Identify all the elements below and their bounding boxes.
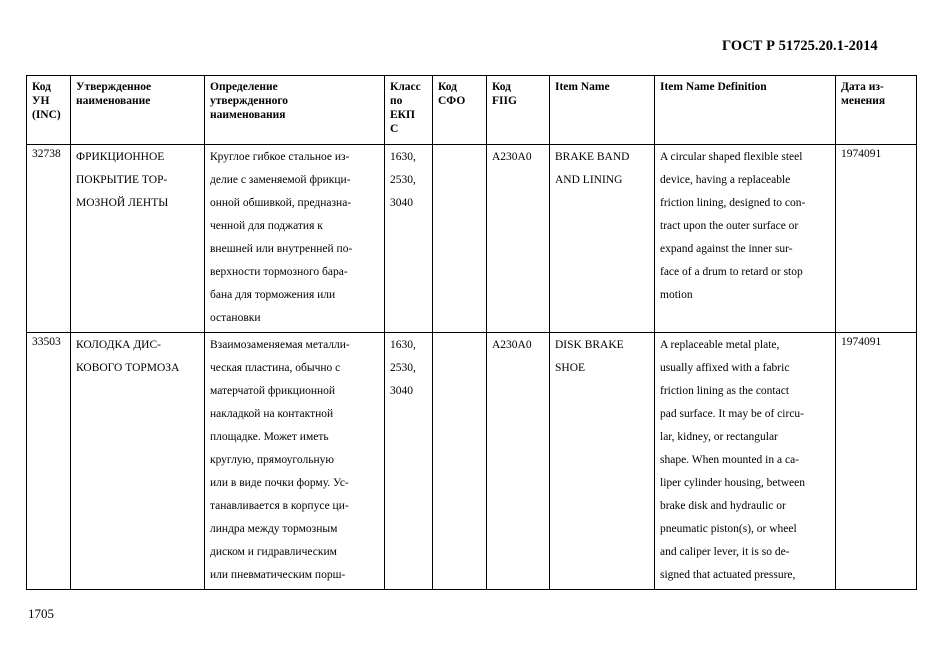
table-row (27, 333, 917, 590)
item-name-cell: BRAKE BAND AND LINING (550, 145, 655, 333)
definition-ru-cell: Взаимозаменяемая металли- ческая пластина, обычно с матерчатой фрикционной накладкой на контактной площадке. Может иметь круглую, прямоугольную или в виде почки форму. Ус- танавливается в корпусе ци- линдра между тормозным диском и гидравлическим или пневматическим порш- (205, 333, 385, 590)
col-header-item-name-definition: Item Name Definition (655, 76, 836, 145)
col-header-class: Класс по ЕКП С (385, 76, 433, 145)
definition-en-cell: A replaceable metal plate, usually affixed with a fabric friction lining as the contact pad surface. It may be of circu- lar, kidney, or rectangular shape. When mounted in a ca- liper cylinder housing, between brake disk and hydraulic or pneumatic piston(s), or wheel and caliper lever, it is so de- signed that actuated pressure, (655, 333, 836, 590)
approved-name-cell: КОЛОДКА ДИС- КОВОГО ТОРМОЗА (71, 333, 205, 590)
definition-ru-cell: Круглое гибкое стальное из- делие с заменяемой фрикци- онной обшивкой, предназна- ченной для поджатия к внешней или внутренней по- верхности тормозного бара- бана для торможения или остановки (205, 145, 385, 333)
fiig-cell: A230A0 (487, 333, 550, 590)
col-header-sfo: Код СФО (433, 76, 487, 145)
sfo-cell (433, 333, 487, 590)
class-cell: 1630, 2530, 3040 (385, 333, 433, 590)
sfo-cell (433, 145, 487, 333)
page-number: 1705 (28, 606, 54, 621)
table-header-row (27, 76, 917, 145)
standard-title: ГОСТ Р 51725.20.1-2014 (722, 38, 878, 54)
change-date-cell: 1974091 (836, 333, 917, 590)
col-header-inc: Код УН (INC) (27, 76, 71, 145)
col-header-change-date: Дата из- менения (836, 76, 917, 145)
inc-cell: 32738 (27, 145, 71, 333)
col-header-definition: Определение утвержденного наименования (205, 76, 385, 145)
fiig-cell: A230A0 (487, 145, 550, 333)
item-name-table (26, 75, 917, 590)
col-header-fiig: Код FIIG (487, 76, 550, 145)
inc-cell: 33503 (27, 333, 71, 590)
col-header-approved-name: Утвержденное наименование (71, 76, 205, 145)
col-header-item-name: Item Name (550, 76, 655, 145)
approved-name-cell: ФРИКЦИОННОЕ ПОКРЫТИЕ ТОР- МОЗНОЙ ЛЕНТЫ (71, 145, 205, 333)
item-name-cell: DISK BRAKE SHOE (550, 333, 655, 590)
change-date-cell: 1974091 (836, 145, 917, 333)
class-cell: 1630, 2530, 3040 (385, 145, 433, 333)
definition-en-cell: A circular shaped flexible steel device, having a replaceable friction lining, designed to con- tract upon the outer surface or expand against the inner sur- face of a drum to retard or stop motion (655, 145, 836, 333)
table-row (27, 145, 917, 333)
